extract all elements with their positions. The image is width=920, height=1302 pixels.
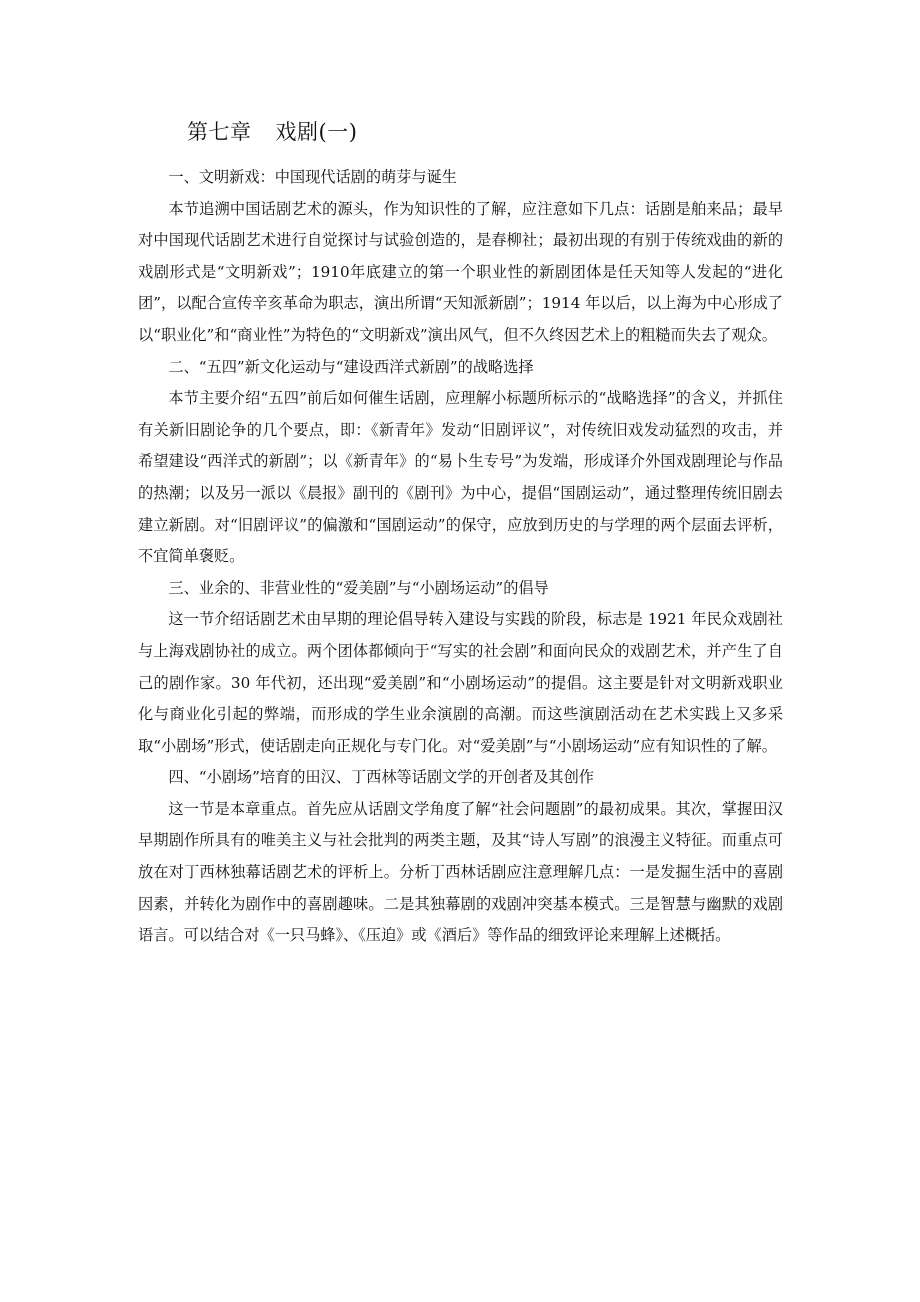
chapter-number: 第七章	[187, 120, 252, 144]
section-4-paragraph: 这一节是本章重点。首先应从话剧文学角度了解“社会问题剧”的最初成果。其次，掌握田汉早期剧作所具有的唯美主义与社会批判的两类主题，及其“诗人写剧”的浪漫主义特征。而重点可放在对丁西林独幕话剧艺术的评析上。分析丁西林话剧应注意理解几点：一是发掘生活中的喜剧因素，并转化为剧作中的喜剧趣味。二是其独幕剧的戏剧冲突基本模式。三是智慧与幽默的戏剧语言。可以结合对《一只马蜂》、《压迫》或《酒后》等作品的细致评论来理解上述概括。	[138, 799, 783, 945]
chapter-title	[187, 117, 357, 147]
section-3-paragraph: 这一节介绍话剧艺术由早期的理论倡导转入建设与实践的阶段，标志是 1921 年民众戏剧社与上海戏剧协社的成立。两个团体都倾向于“写实的社会剧”和面向民众的戏剧艺术，并产生了自己的剧作家。30 年代初，还出现“爱美剧”和“小剧场运动”的提倡。这主要是针对文明新戏职业化与商业化引起的弊端，而形成的学生业余演剧的高潮。而这些演剧活动在艺术实践上又多采取“小剧场”形式，使话剧走向正规化与专门化。对“爱美剧”与“小剧场运动”应有知识性的了解。	[138, 610, 783, 755]
section-1-paragraph: 本节追溯中国话剧艺术的源头，作为知识性的了解，应注意如下几点：话剧是舶来品；最早对中国现代话剧艺术进行自觉探讨与试验创造的，是春柳社；最初出现的有别于传统戏曲的新的戏剧形式是“文明新戏”；1910年底建立的第一个职业性的新剧团体是任天知等人发起的“进化团”，以配合宣传辛亥革命为职志，演出所谓“天知派新剧”；1914 年以后，以上海为中心形成了以“职业化”和“商业性”为特色的“文明新戏”演出风气，但不久终因艺术上的粗糙而失去了观众。	[138, 199, 783, 344]
chapter-name: 戏剧(一)	[275, 120, 358, 144]
section-2-paragraph: 本节主要介绍“五四”前后如何催生话剧，应理解小标题所标示的“战略选择”的含义，并抓住有关新旧剧论争的几个要点，即：《新青年》发动“旧剧评议”，对传统旧戏发动猛烈的攻击，并希望建设“西洋式的新剧”；以《新青年》的“易卜生专号”为发端，形成译介外国戏剧理论与作品的热潮；以及另一派以《晨报》副刊的《剧刊》为中心，提倡“国剧运动”，通过整理传统旧剧去建立新剧。对“旧剧评议”的偏激和“国剧运动”的保守，应放到历史的与学理的两个层面去评析，不宜简单褒贬。	[138, 389, 783, 566]
section-2-heading: 二、“五四”新文化运动与“建设西洋式新剧”的战略选择	[168, 357, 534, 376]
section-4-heading: 四、“小剧场”培育的田汉、丁西林等话剧文学的开创者及其创作	[168, 768, 594, 787]
section-3-heading: 三、业余的、非营业性的“爱美剧”与“小剧场运动”的倡导	[168, 578, 549, 597]
section-1-heading: 一、文明新戏：中国现代话剧的萌芽与诞生	[168, 168, 457, 186]
chapter-content	[138, 162, 783, 952]
